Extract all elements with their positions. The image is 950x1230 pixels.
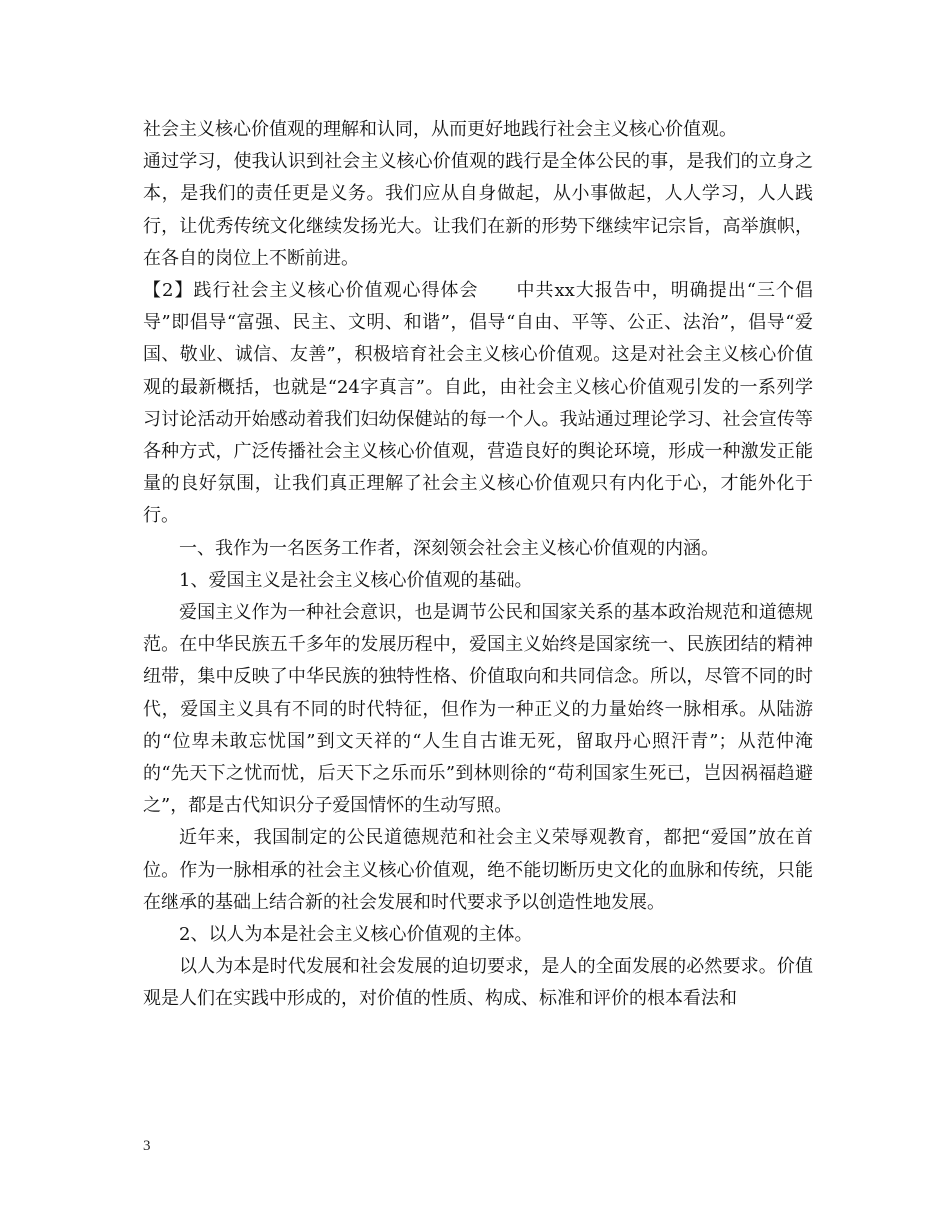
paragraph: 爱国主义作为一种社会意识，也是调节公民和国家关系的基本政治规范和道德规范。在中华民族五千多年的发展历程中，爱国主义始终是国家统一、民族团结的精神纽带，集中反映了中华民族的独特性格、价值取向和共同信念。所以，尽管不同的时代，爱国主义具有不同的时代特征，但作为一种正义的力量始终一脉相承。从陆游的“位卑未敢忘忧国”到文天祥的“人生自古谁无死，留取丹心照汗青”；从范仲淹的“先天下之忧而忧，后天下之乐而乐”到林则徐的“苟利国家生死已，岂因祸福趋避之”，都是古代知识分子爱国情怀的生动写照。 — [143, 602, 813, 817]
subsection-heading: 1、爱国主义是社会主义核心价值观的基础。 — [179, 569, 533, 591]
page-number: 3 — [143, 1138, 151, 1154]
paragraph: 近年来，我国制定的公民道德规范和社会主义荣辱观教育，都把“爱国”放在首位。作为一脉相承的社会主义核心价值观，绝不能切断历史文化的血脉和传统，只能在继承的基础上结合新的社会发展和时代要求予以创造性地发展。 — [143, 827, 813, 913]
paragraph: 以人为本是时代发展和社会发展的迫切要求，是人的全面发展的必然要求。价值观是人们在实践中形成的，对价值的性质、构成、标准和评价的根本看法和 — [143, 956, 813, 1010]
body-text — [143, 114, 813, 1016]
paragraph: 【2】践行社会主义核心价值观心得体会 中共xx大报告中，明确提出“三个倡导”即倡导“富强、民主、文明、和谐”，倡导“自由、平等、公正、法治”，倡导“爱国、敬业、诚信、友善”，积极培育社会主义核心价值观。这是对社会主义核心价值观的最新概括，也就是“24字真言”。自此，由社会主义核心价值观引发的一系列学习讨论活动开始感动着我们妇幼保健站的每一个人。我站通过理论学习、社会宣传等各种方式，广泛传播社会主义核心价值观，营造良好的舆论环境，形成一种激发正能量的良好氛围，让我们真正理解了社会主义核心价值观只有内化于心，才能外化于行。 — [143, 280, 813, 527]
subsection-heading: 2、以人为本是社会主义核心价值观的主体。 — [179, 924, 533, 946]
section-heading: 一、我作为一名医务工作者，深刻领会社会主义核心价值观的内涵。 — [179, 537, 719, 559]
paragraph: 社会主义核心价值观的理解和认同，从而更好地践行社会主义核心价值观。 — [143, 119, 737, 140]
paragraph: 通过学习，使我认识到社会主义核心价值观的践行是全体公民的事，是我们的立身之本，是我们的责任更是义务。我们应从自身做起，从小事做起，人人学习，人人践行，让优秀传统文化继续发扬光大。让我们在新的形势下继续牢记宗旨，高举旗帜，在各自的岗位上不断前进。 — [143, 151, 813, 269]
